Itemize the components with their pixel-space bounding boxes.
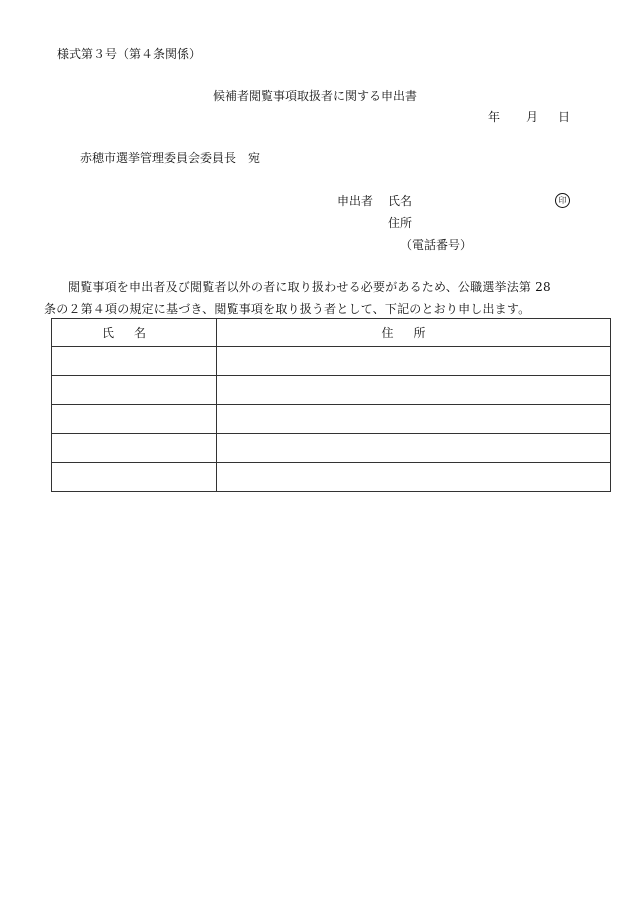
applicant-address-label: 住所 — [388, 216, 413, 230]
table-row — [52, 463, 611, 492]
form-number: 様式第３号（第４条関係） — [57, 47, 202, 61]
table-row — [52, 405, 611, 434]
name-cell[interactable] — [52, 434, 217, 463]
date-month-label: 月 — [525, 110, 538, 124]
document-title: 候補者閲覧事項取扱者に関する申出書 — [212, 89, 417, 103]
date-line — [488, 111, 570, 123]
applicant-name-label: 氏名 — [388, 194, 413, 208]
seal-mark-icon: 印 — [555, 193, 570, 208]
applicant-label: 申出者 — [337, 194, 374, 208]
table-row — [52, 347, 611, 376]
address-cell[interactable] — [217, 347, 611, 376]
body-text — [44, 276, 576, 320]
table-header-row — [52, 319, 611, 347]
addressee: 赤穂市選挙管理委員会委員長 宛 — [80, 151, 261, 165]
body-text-line-2: 条の２第４項の規定に基づき、閲覧事項を取り扱う者として、下記のとおり申し出ます。 — [44, 302, 531, 316]
name-cell[interactable] — [52, 405, 217, 434]
address-cell[interactable] — [217, 463, 611, 492]
table-row — [52, 434, 611, 463]
applicant-phone-label: （電話番号） — [400, 238, 473, 252]
name-cell[interactable] — [52, 463, 217, 492]
date-day-label: 日 — [557, 110, 570, 124]
address-cell[interactable] — [217, 405, 611, 434]
address-cell[interactable] — [217, 434, 611, 463]
name-cell[interactable] — [52, 347, 217, 376]
column-header-address: 住所 — [217, 319, 611, 347]
handler-table — [51, 318, 611, 492]
address-cell[interactable] — [217, 376, 611, 405]
name-cell[interactable] — [52, 376, 217, 405]
body-text-line-1: 閲覧事項を申出者及び閲覧者以外の者に取り扱わせる必要があるため、公職選挙法第 28 — [68, 280, 551, 294]
column-header-name: 氏名 — [52, 319, 217, 347]
date-year-label: 年 — [487, 110, 500, 124]
table-row — [52, 376, 611, 405]
